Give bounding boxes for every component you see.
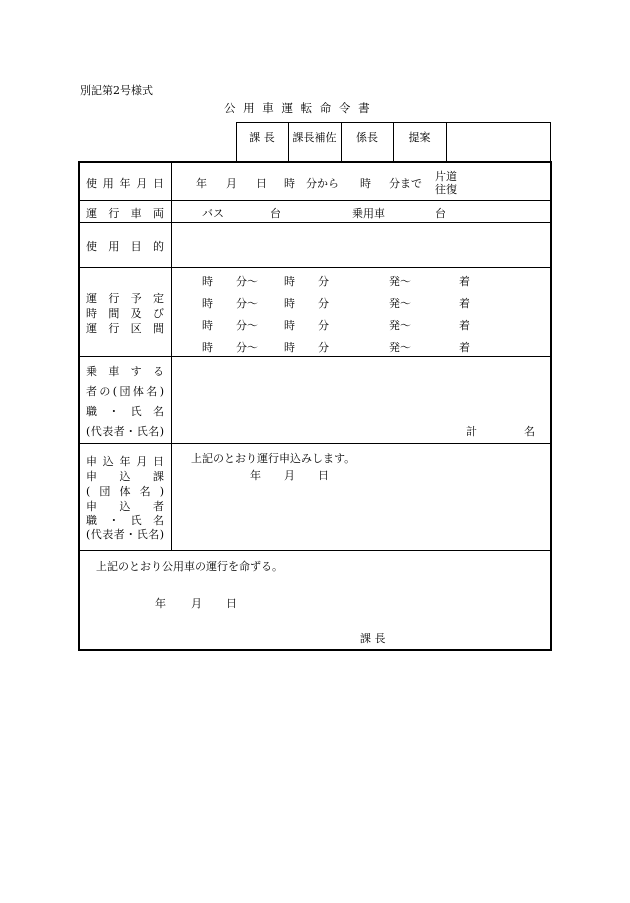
usage-day[interactable]: 日 xyxy=(256,177,267,190)
application-month[interactable]: 月 xyxy=(284,469,295,482)
schedule-hour-start[interactable]: 時 xyxy=(202,297,213,310)
usage-hour-from[interactable]: 時 xyxy=(284,177,295,190)
order-year[interactable]: 年 xyxy=(155,597,166,610)
schedule-hour-start[interactable]: 時 xyxy=(202,319,213,332)
application-year[interactable]: 年 xyxy=(250,469,261,482)
usage-month[interactable]: 月 xyxy=(226,177,237,190)
approval-cell-proposal[interactable]: 提案 xyxy=(408,131,431,144)
label-passengers-3: 職・氏名 xyxy=(86,405,164,418)
order-month[interactable]: 月 xyxy=(191,597,202,610)
label-schedule-3: 運行区間 xyxy=(86,322,164,335)
usage-year[interactable]: 年 xyxy=(196,177,207,190)
label-vehicle: 運行車両 xyxy=(86,207,164,220)
schedule-min-end[interactable]: 分 xyxy=(318,275,329,288)
schedule-min-start[interactable]: 分～ xyxy=(236,341,258,354)
schedule-min-start[interactable]: 分～ xyxy=(236,275,258,288)
schedule-min-start[interactable]: 分～ xyxy=(236,297,258,310)
usage-hour-to[interactable]: 時 xyxy=(360,177,371,190)
label-application-1: 申込年月日 xyxy=(86,455,164,468)
schedule-min-end[interactable]: 分 xyxy=(318,319,329,332)
trip-oneway-option[interactable]: 片道 xyxy=(435,170,457,183)
schedule-arrival[interactable]: 着 xyxy=(459,319,470,332)
schedule-hour-end[interactable]: 時 xyxy=(284,297,295,310)
vehicle-bus-count[interactable]: 台 xyxy=(270,207,281,220)
schedule-min-end[interactable]: 分 xyxy=(318,341,329,354)
label-schedule-1: 運行予定 xyxy=(86,292,164,305)
vehicle-car-count[interactable]: 台 xyxy=(435,207,446,220)
label-application-4: 申込者 xyxy=(86,500,164,513)
form-number: 別記第2号様式 xyxy=(80,84,153,97)
order-statement: 上記のとおり公用車の運行を命ずる。 xyxy=(96,560,283,573)
schedule-hour-end[interactable]: 時 xyxy=(284,275,295,288)
approval-cell-section-chief[interactable]: 課 長 xyxy=(249,131,275,144)
approval-cell-deputy-chief[interactable]: 課長補佐 xyxy=(292,131,337,144)
label-application-2: 申込課 xyxy=(86,470,164,483)
schedule-departure[interactable]: 発～ xyxy=(389,319,411,332)
schedule-hour-end[interactable]: 時 xyxy=(284,341,295,354)
vehicle-bus: バス xyxy=(202,207,224,220)
label-application-3: (団体名) xyxy=(86,485,164,498)
application-day[interactable]: 日 xyxy=(318,469,329,482)
label-passengers-4: (代表者・氏名) xyxy=(86,425,164,438)
usage-min-to[interactable]: 分まで xyxy=(389,177,422,190)
schedule-departure[interactable]: 発～ xyxy=(389,297,411,310)
schedule-min-start[interactable]: 分～ xyxy=(236,319,258,332)
schedule-min-end[interactable]: 分 xyxy=(318,297,329,310)
schedule-hour-start[interactable]: 時 xyxy=(202,341,213,354)
schedule-arrival[interactable]: 着 xyxy=(459,297,470,310)
schedule-arrival[interactable]: 着 xyxy=(459,275,470,288)
label-usage-date: 使用年月日 xyxy=(86,177,164,190)
schedule-hour-end[interactable]: 時 xyxy=(284,319,295,332)
schedule-departure[interactable]: 発～ xyxy=(389,341,411,354)
label-schedule-2: 時間及び xyxy=(86,307,164,320)
label-application-5: 職・氏名 xyxy=(86,514,164,527)
label-passengers-1: 乗車する xyxy=(86,365,164,378)
purpose-field[interactable] xyxy=(176,226,546,264)
schedule-hour-start[interactable]: 時 xyxy=(202,275,213,288)
usage-min-from[interactable]: 分から xyxy=(306,177,339,190)
order-day[interactable]: 日 xyxy=(226,597,237,610)
schedule-arrival[interactable]: 着 xyxy=(459,341,470,354)
page-title: 公 用 車 運 転 命 令 書 xyxy=(224,101,372,115)
approval-cell-subsection-chief[interactable]: 係長 xyxy=(356,131,378,144)
order-signer: 課 長 xyxy=(360,632,386,645)
label-application-6: (代表者・氏名) xyxy=(86,528,164,541)
label-passengers-2: 者の(団体名) xyxy=(86,385,164,398)
label-purpose: 使用目的 xyxy=(86,240,164,253)
schedule-departure[interactable]: 発～ xyxy=(389,275,411,288)
passenger-count-unit[interactable]: 名 xyxy=(524,425,535,438)
trip-round-option[interactable]: 往復 xyxy=(435,183,457,196)
application-statement: 上記のとおり運行申込みします。 xyxy=(191,452,356,465)
vehicle-car: 乗用車 xyxy=(352,207,385,220)
passenger-total-label: 計 xyxy=(466,425,477,438)
